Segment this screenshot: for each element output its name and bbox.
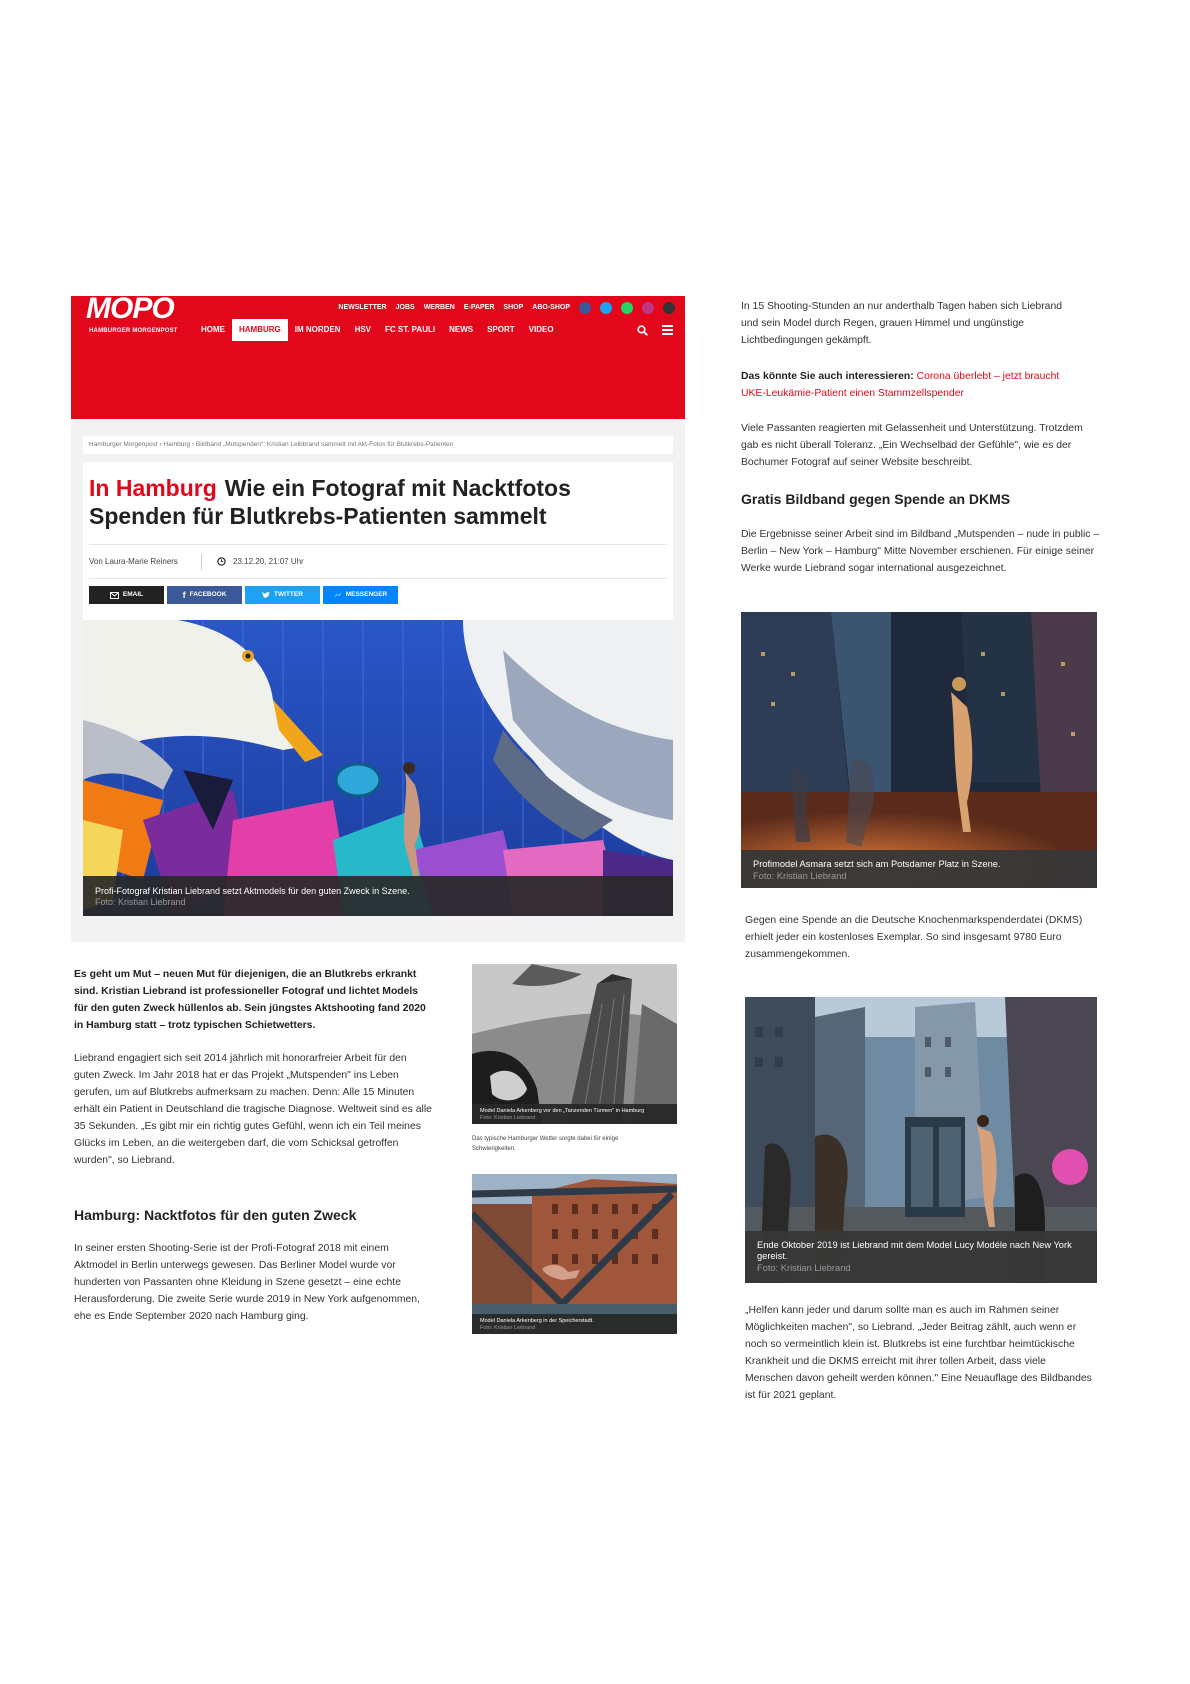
potsdamer-platz-photo (741, 612, 1097, 888)
nav-home[interactable]: HOME (201, 325, 225, 334)
speicherstadt-photo (472, 1174, 677, 1334)
photo-caption-bar (741, 850, 1097, 888)
share-twitter-button[interactable] (245, 586, 320, 604)
instagram-icon[interactable] (642, 302, 654, 314)
photo-new-york (745, 997, 1097, 1283)
subheading: Gratis Bildband gegen Spende an DKMS (741, 491, 1011, 507)
photo-caption-bar (472, 1104, 677, 1124)
nav-video[interactable]: VIDEO (528, 325, 554, 334)
top-link-newsletter[interactable]: NEWSLETTER (338, 304, 387, 311)
breadcrumb-bar (83, 436, 673, 454)
share-messenger-label: MESSENGER (345, 591, 388, 598)
divider (89, 544, 667, 545)
mopo-page-screenshot (71, 296, 685, 942)
twitter-icon[interactable] (600, 302, 612, 314)
share-email-label: EMAIL (122, 591, 144, 598)
logo-subtitle: HAMBURGER MORGENPOST (89, 328, 178, 334)
article-lead: Es geht um Mut – neuen Mut für diejenigen, die an Blutkrebs erkrankt sind. Kristian Liebrand ist professioneller Fotograf und lichtet Models für den guten Zweck hüllenlos ab. Sein jüngstes Aktshooting fand 2020 in Hamburg statt – trotz typischen Schietwetters. (74, 969, 426, 1031)
nav-news[interactable]: NEWS (449, 325, 474, 334)
photo-caption: Model Daniela Arkenberg in der Speicherstadt. (480, 1318, 594, 1324)
clock-icon (217, 557, 226, 566)
hero-credit: Foto: Kristian Liebrand (95, 897, 186, 907)
nav-hamburg[interactable]: HAMBURG (232, 319, 288, 341)
photo-caption-bar (745, 1231, 1097, 1283)
nav-icons (637, 319, 673, 341)
photo-caption: Profimodel Asmara setzt sich am Potsdamer Platz in Szene. (753, 859, 1001, 869)
article-title (89, 474, 649, 530)
share-facebook-label: FACEBOOK (189, 591, 227, 598)
photo-speicherstadt (472, 1174, 677, 1334)
nav-im-norden[interactable]: IM NORDEN (294, 325, 341, 334)
share-facebook-button[interactable] (167, 586, 242, 604)
towers-photo (472, 964, 677, 1124)
logo-text: MOPO (86, 296, 174, 325)
hero-caption-bar (83, 876, 673, 916)
paragraph: Gegen eine Spende an die Deutsche Knochenmarkspenderdatei (DKMS) erhielt jeder ein kostenloses Exemplar. So sind insgesamt 9780 Euro zusammengekommen. (745, 915, 1083, 960)
whatsapp-icon[interactable] (621, 302, 633, 314)
paragraph: Die Ergebnisse seiner Arbeit sind im Bildband „Mutspenden – nude in public – Berlin – New York – Hamburg" Mitte November erschienen. Für einige seiner Werke wurde Liebrand sogar international ausgezeichnet. (741, 529, 1100, 574)
divider (89, 578, 667, 579)
top-link-epaper[interactable]: E-PAPER (463, 304, 495, 311)
envelope-icon (110, 592, 119, 599)
subheading: Hamburg: Nacktfotos für den guten Zweck (74, 1207, 357, 1223)
publish-date: 23.12.20, 21:07 Uhr (233, 557, 304, 566)
paragraph: In seiner ersten Shooting-Serie ist der Profi-Fotograf 2018 mit einem Aktmodel in Berlin unterwegs gewesen. Das Berliner Model wurde vor hunderten von Passanten ohne Kleidung in Szene gesetzt – eine echte Herausforderung. Die zweite Serie wurde 2019 in New York aufgenommen, ehe es Ende September 2020 nach Hamburg ging. (74, 1243, 420, 1322)
author: Von Laura-Marie Reiners (89, 557, 178, 566)
paragraph: Liebrand engagiert sich seit 2014 jährlich mit honorarfreier Arbeit für den guten Zweck. Im Jahr 2018 hat er das Projekt „Mutspenden" ins Leben gerufen, um auf Blutkrebs aufmerksam zu machen. Denn: Alle 15 Minuten erhält ein Patient in Deutschland die tragische Diagnose. Weltweit sind es alle 35 Sekunden. „Es gibt mir ein richtig gutes Gefühl, wenn ich ein Teil meines Glücks im Leben, an die weitergeben darf, die vom Schicksal getroffen wurden", so Liebrand. (74, 1053, 432, 1166)
share-messenger-button[interactable] (323, 586, 398, 604)
ad-banner (71, 341, 685, 419)
hero-image (83, 620, 673, 916)
mopo-logo[interactable] (81, 296, 191, 338)
photo-dancing-towers (472, 964, 677, 1124)
messenger-icon (334, 592, 342, 598)
share-twitter-label: TWITTER (274, 591, 303, 598)
breadcrumb[interactable]: Hamburger Morgenpost › Hamburg › Bildband „Mutspenden": Kristian Leibbrand sammelt mit Akt-Fotos für Blutkrebs-Patienten (89, 441, 454, 448)
hero-caption: Profi-Fotograf Kristian Liebrand setzt Aktmodels für den guten Zweck in Szene. (95, 886, 410, 896)
photo-note: Das typische Hamburger Wetter sorgte dabei für einige Schwierigkeiten. (472, 1136, 619, 1152)
search-icon[interactable] (637, 325, 648, 336)
main-nav (194, 319, 561, 341)
photo-potsdamer-platz (741, 612, 1097, 888)
graffiti-photo (83, 620, 673, 916)
paragraph: Viele Passanten reagierten mit Gelassenheit und Unterstützung. Trotzdem gab es nicht überall Toleranz. „Ein Wechselbad der Gefühle", wie es der Bochumer Fotograf auf seiner Website beschreibt. (741, 423, 1083, 468)
photo-caption-bar (472, 1314, 677, 1334)
facebook-icon[interactable] (579, 302, 591, 314)
related-teaser (741, 368, 1071, 402)
paragraph: In 15 Shooting-Stunden an nur anderthalb Tagen haben sich Liebrand und sein Model durch Regen, grauen Himmel und ungünstige Lichtbedingungen gekämpft. (741, 301, 1063, 346)
menu-icon[interactable] (662, 325, 673, 335)
photo-credit: Foto: Kristian Liebrand (753, 871, 847, 881)
photo-caption: Ende Oktober 2019 ist Liebrand mit dem Model Lucy Modéle nach New York gereist. (757, 1240, 1072, 1261)
share-email-button[interactable] (89, 586, 164, 604)
site-header (71, 296, 685, 341)
twitter-icon (262, 592, 270, 599)
mail-icon[interactable] (663, 302, 675, 314)
top-link-shop[interactable]: SHOP (503, 304, 524, 311)
photo-credit: Foto: Kristian Liebrand (757, 1263, 851, 1273)
top-links (338, 301, 675, 315)
share-buttons (89, 586, 398, 604)
photo-credit: Foto: Kristian Liebrand (480, 1325, 536, 1331)
nav-sport[interactable]: SPORT (487, 325, 515, 334)
related-link[interactable]: Corona überlebt – jetzt braucht UKE-Leukämie-Patient einen Stammzellspender (741, 371, 1060, 399)
nav-hsv[interactable]: HSV (354, 325, 372, 334)
article-kicker: In Hamburg (89, 475, 217, 501)
facebook-icon: f (182, 590, 186, 600)
top-link-werben[interactable]: WERBEN (423, 304, 455, 311)
top-link-jobs[interactable]: JOBS (395, 304, 415, 311)
divider (201, 554, 202, 570)
photo-caption: Model Daniela Arkenberg vor den „Tanzenden Türmen" in Hamburg (480, 1108, 645, 1114)
nav-fc-st-pauli[interactable]: FC ST. PAULI (385, 325, 436, 334)
paragraph: „Helfen kann jeder und darum sollte man es auch im Rahmen seiner Möglichkeiten machen", so Liebrand. „Jeder Beitrag zählt, auch wenn er noch so vermeintlich klein ist. Blutkrebs ist eine furchtbar heimtückische Krankheit und die DKMS erreicht mit ihrer tollen Arbeit, dass viele Menschen davon geheilt werden können." Eine Neuauflage des Bildbandes ist für 2021 geplant. (745, 1305, 1092, 1401)
photo-credit: Foto: Kristian Liebrand (480, 1115, 536, 1121)
top-link-abo-shop[interactable]: ABO-SHOP (532, 304, 570, 311)
related-label: Das könnte Sie auch interessieren: (741, 371, 914, 382)
article-headline: Wie ein Fotograf mit Nacktfotos Spenden für Blutkrebs-Patienten sammelt (89, 475, 571, 529)
